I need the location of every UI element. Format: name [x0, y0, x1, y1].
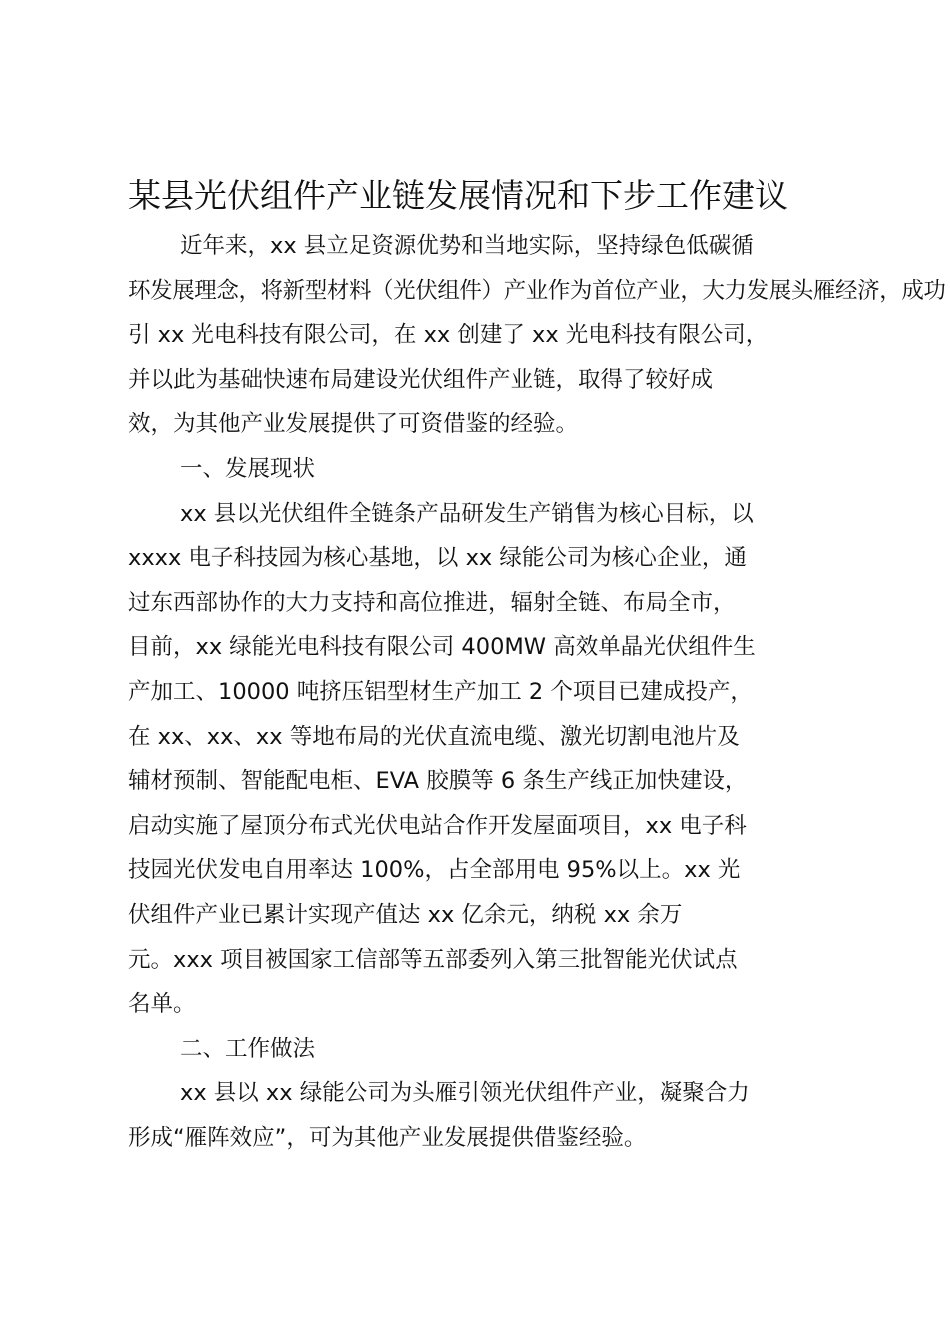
text-line: xxxx 电子科技园为核心基地，以 xx 绿能公司为核心企业，通 [128, 545, 747, 572]
text-line: 启动实施了屋顶分布式光伏电站合作开发屋面项目，xx 电子科 [128, 812, 747, 839]
text-line: xx 县以光伏组件全链条产品研发生产销售为核心目标，以 [180, 500, 754, 527]
text-line: 元。xxx 项目被国家工信部等五部委列入第三批智能光伏试点 [128, 946, 738, 973]
text-line: xx 县以 xx 绿能公司为头雁引领光伏组件产业，凝聚合力 [180, 1080, 750, 1107]
text-line: 名单。 [128, 991, 196, 1018]
text-line: 过东西部协作的大力支持和高位推进，辐射全链、布局全市， [128, 589, 736, 616]
text-line: 目前，xx 绿能光电科技有限公司 400MW 高效单晶光伏组件生 [128, 634, 756, 661]
text-line: 产加工、10000 吨挤压铝型材生产加工 2 个项目已建成投产， [128, 678, 753, 705]
document-title: 某县光伏组件产业链发展情况和下步工作建议 [128, 176, 788, 215]
text-line: 引 xx 光电科技有限公司，在 xx 创建了 xx 光电科技有限公司， [128, 322, 769, 349]
text-line: 近年来，xx 县立足资源优势和当地实际，坚持绿色低碳循 [180, 233, 754, 259]
document-body [128, 224, 946, 1160]
text-line: 环发展理念，将新型材料（光伏组件）产业作为首位产业，大力发展头雁经济，成功 [128, 277, 946, 304]
text-line: 伏组件产业已累计实现产值达 xx 亿余元，纳税 xx 余万 [128, 901, 683, 928]
text-line: 并以此为基础快速布局建设光伏组件产业链，取得了较好成 [128, 366, 714, 393]
text-line: 效，为其他产业发展提供了可资借鉴的经验。 [128, 411, 579, 438]
text-line: 形成“雁阵效应”，可为其他产业发展提供借鉴经验。 [128, 1124, 647, 1151]
text-line: 二、工作做法 [180, 1035, 316, 1062]
text-line: 一、发展现状 [180, 455, 316, 482]
text-line: 辅材预制、智能配电柜、EVA 胶膜等 6 条生产线正加快建设， [128, 768, 748, 795]
text-line: 在 xx、xx、xx 等地布局的光伏直流电缆、激光切割电池片及 [128, 723, 740, 750]
text-line: 技园光伏发电自用率达 100%，占全部用电 95%以上。xx 光 [128, 857, 741, 884]
